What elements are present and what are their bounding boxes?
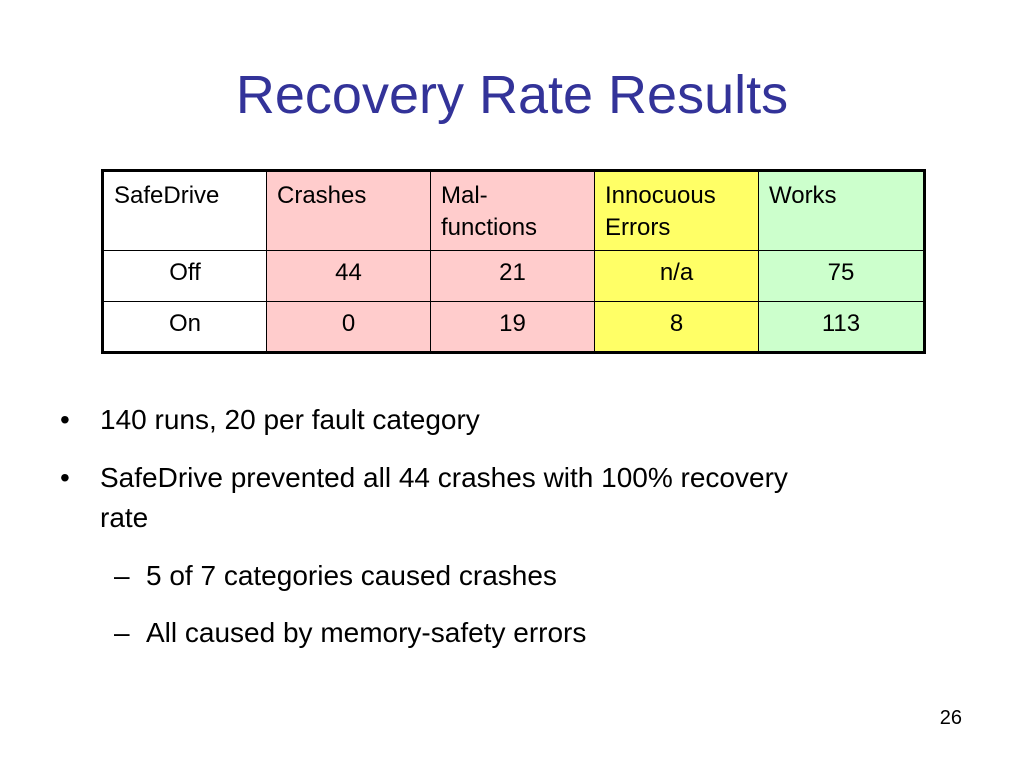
slide-number: 26 (939, 707, 962, 729)
sub-bullet-marker: – (114, 560, 130, 591)
header-malfunctions (431, 171, 595, 251)
sub-bullet-item (114, 613, 960, 653)
cell-innocuous-errors: 8 (595, 302, 759, 353)
header-safedrive-label: SafeDrive (114, 182, 220, 209)
table-row (103, 251, 925, 302)
bullet-item (60, 400, 960, 440)
sub-bullet-text: 5 of 7 categories caused crashes (146, 560, 557, 591)
header-safedrive (103, 171, 267, 251)
cell-works: 75 (759, 251, 925, 302)
header-malfunctions-label-1: Mal- (441, 182, 488, 209)
header-crashes (267, 171, 431, 251)
cell-malfunctions: 21 (431, 251, 595, 302)
cell-safedrive: On (103, 302, 267, 353)
sub-bullet-marker: – (114, 617, 130, 648)
bullet-item (60, 458, 960, 538)
bullet-text-line-1: SafeDrive prevented all 44 crashes with 100% recovery (100, 462, 788, 493)
bullet-marker: • (60, 404, 70, 435)
table-row (103, 302, 925, 353)
header-works-label: Works (769, 182, 837, 209)
header-innocuous-label-2: Errors (605, 214, 671, 241)
cell-works: 113 (759, 302, 925, 353)
bullet-list (60, 400, 960, 670)
cell-innocuous-errors: n/a (595, 251, 759, 302)
sub-bullet-text: All caused by memory-safety errors (146, 617, 587, 648)
cell-crashes: 0 (267, 302, 431, 353)
sub-bullet-item (114, 556, 960, 596)
header-works (759, 171, 925, 251)
recovery-results-table (101, 169, 926, 354)
table-header-row (103, 171, 925, 251)
header-crashes-label: Crashes (277, 182, 367, 209)
bullet-text: 140 runs, 20 per fault category (100, 404, 480, 435)
cell-safedrive: Off (103, 251, 267, 302)
bullet-text-line-2: rate (100, 502, 149, 533)
header-malfunctions-label-2: functions (441, 214, 538, 241)
bullet-marker: • (60, 462, 70, 493)
cell-malfunctions: 19 (431, 302, 595, 353)
header-innocuous-label-1: Innocuous (605, 182, 716, 209)
header-innocuous-errors (595, 171, 759, 251)
bullet-text (100, 458, 788, 538)
slide-title: Recovery Rate Results (235, 65, 789, 125)
cell-crashes: 44 (267, 251, 431, 302)
